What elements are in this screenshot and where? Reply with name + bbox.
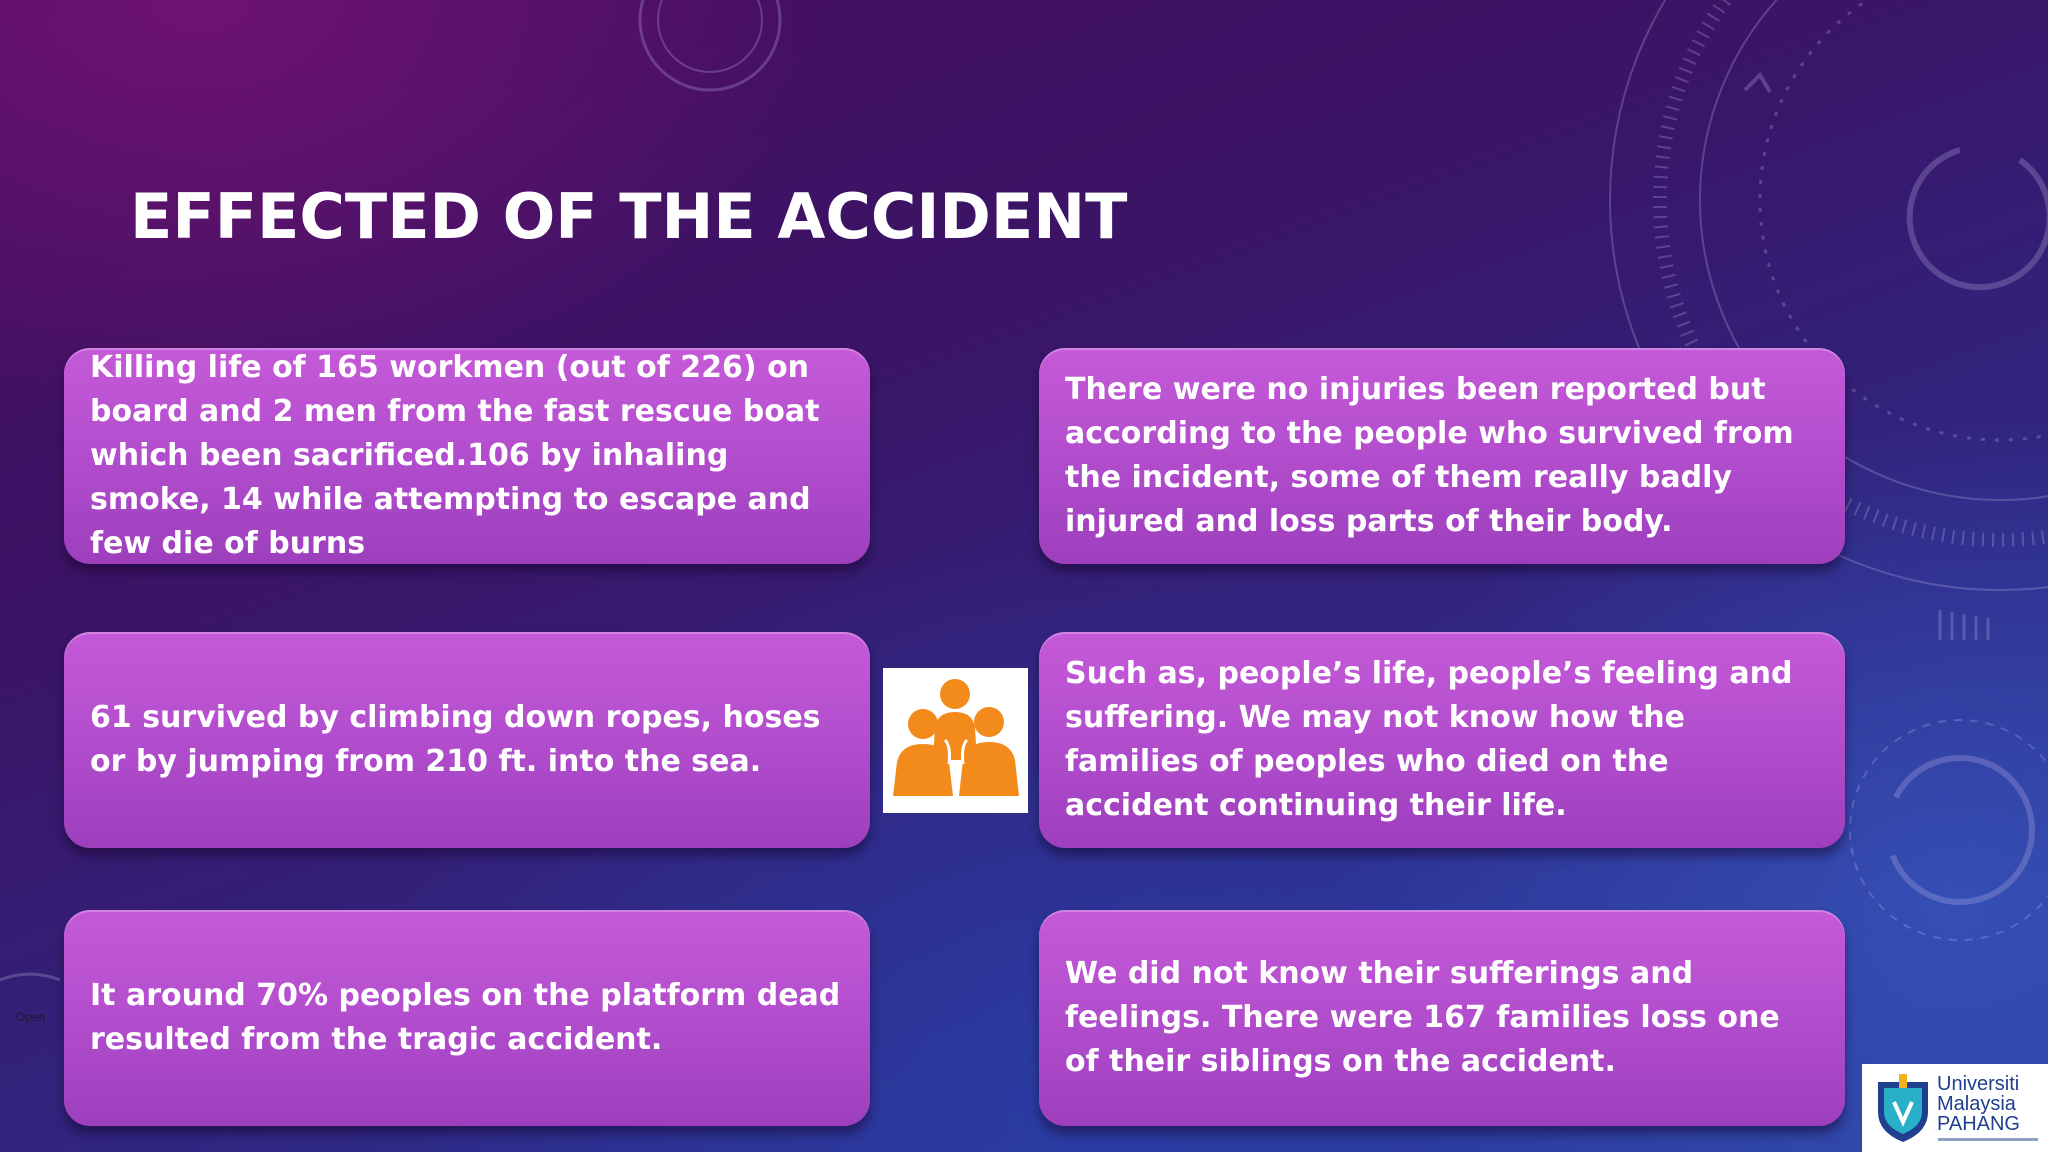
logo-tagline — [1938, 1138, 2038, 1141]
info-card-deaths — [64, 348, 870, 564]
logo-line-1: Universiti — [1937, 1073, 2020, 1095]
university-logo — [1862, 1064, 2048, 1152]
open-label: Open — [16, 1010, 46, 1024]
info-card-text: Such as, people’s life, people’s feeling and suffering. We may not know how the families of peoples who died on the accident continuing their life. — [1065, 656, 1793, 823]
info-card-families — [1039, 910, 1845, 1126]
info-card-text: Killing life of 165 workmen (out of 226) on board and 2 men from the fast rescue boat which been sacrificed.106 by inhaling smoke, 14 while attempting to escape and few die of burns — [90, 350, 820, 561]
logo-line-3: PAHANG — [1937, 1113, 2020, 1135]
info-card-text: There were no injuries been reported but according to the people who survived from the incident, some of them really badly injured and loss parts of their body. — [1065, 372, 1794, 539]
info-card-feelings — [1039, 632, 1845, 848]
people-group-icon — [883, 668, 1028, 813]
info-card-text: 61 survived by climbing down ropes, hoses or by jumping from 210 ft. into the sea. — [90, 700, 821, 779]
info-card-survivors — [64, 632, 870, 848]
slide-title: EFFECTED OF THE ACCIDENT — [130, 180, 1128, 253]
info-card-text: It around 70% peoples on the platform dead resulted from the tragic accident. — [90, 978, 841, 1057]
info-card-injuries — [1039, 348, 1845, 564]
shield-icon — [1874, 1072, 1932, 1144]
info-card-text: We did not know their sufferings and feelings. There were 167 families loss one of their siblings on the accident. — [1065, 956, 1780, 1079]
info-card-percentage — [64, 910, 870, 1126]
logo-line-2: Malaysia — [1937, 1093, 2016, 1115]
